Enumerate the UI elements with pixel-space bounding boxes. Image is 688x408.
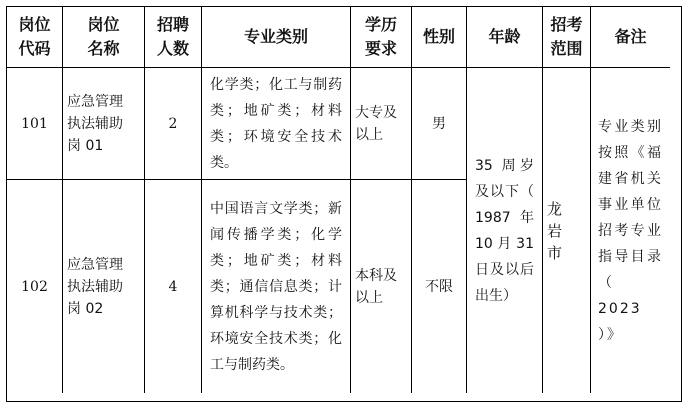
header-headcount: 招聘 人数: [145, 7, 202, 68]
header-education: 学历 要求: [351, 7, 412, 68]
row-101-headcount: 2: [145, 68, 202, 180]
header-remarks: 备注: [591, 7, 670, 68]
recruitment-table: [6, 6, 682, 402]
remarks-note: 专业类别按照《福建省机关事业单位招考专业指导目录（ 2023 ）》: [598, 118, 663, 343]
row-102-code: 102: [7, 180, 63, 393]
row-102-education: 本科及 以上: [351, 180, 412, 393]
row-101-post-name: 应急管理 执法辅助 岗 01: [63, 68, 145, 180]
header-post-name: 岗位 名称: [63, 7, 145, 68]
header-age: 年龄: [467, 7, 543, 68]
row-102-headcount: 4: [145, 180, 202, 393]
row-101-education: 大专及 以上: [351, 68, 412, 180]
row-102-post-name: 应急管理 执法辅助 岗 02: [63, 180, 145, 393]
row-102-gender: 不限: [412, 180, 467, 393]
row-101-code: 101: [7, 68, 63, 180]
recruitment-region: 龙岩市: [543, 68, 591, 393]
header-major: 专业类别: [202, 7, 351, 68]
header-region: 招考 范围: [543, 7, 591, 68]
row-101-major: 化学类；化工与制药类；地矿类；材料类；环境安全技术类。: [202, 68, 351, 180]
header-gender: 性别: [412, 7, 467, 68]
header-post-code: 岗位 代码: [7, 7, 63, 68]
row-102-major: 中国语言文学类；新闻传播学类；化学类；地矿类；材料类；通信信息类；计算机科学与技术类；环境安全技术类；化工与制药类。: [202, 180, 351, 393]
row-101-gender: 男: [412, 68, 467, 180]
age-requirement: 35 周岁及以下（ 1987 年 10 月 31 日及以后出生）: [467, 68, 543, 393]
